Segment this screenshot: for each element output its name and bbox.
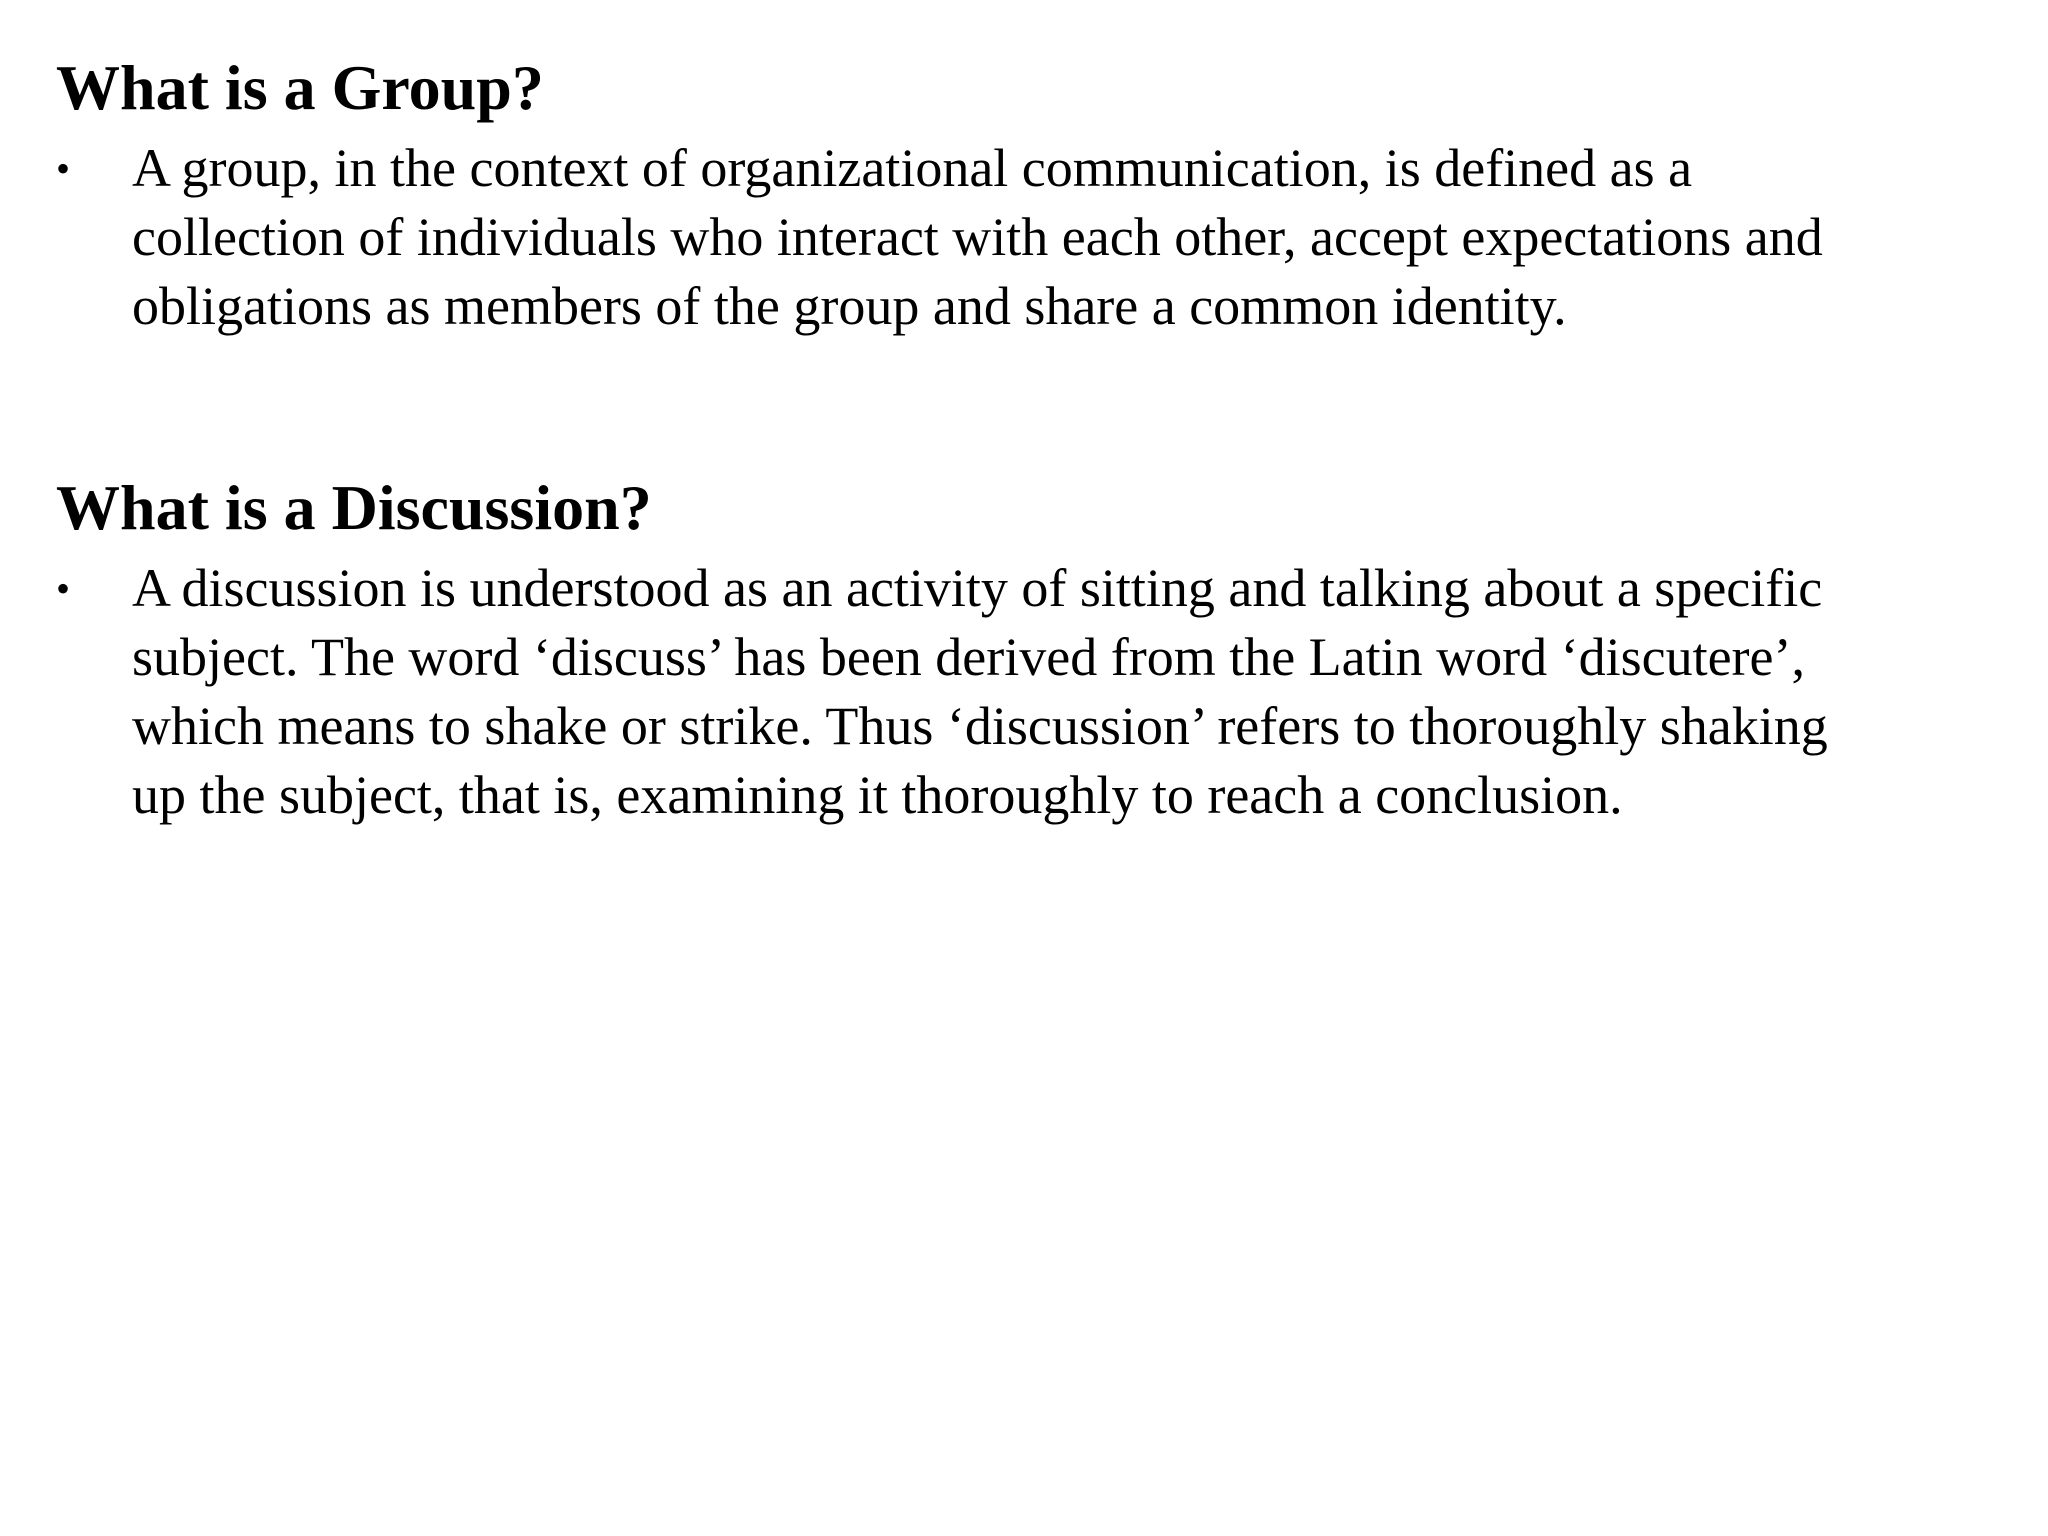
section-discussion	[56, 468, 1996, 830]
bullet-item	[56, 134, 1936, 341]
bullet-list	[56, 134, 1996, 341]
bullet-text-line: obligations as members of the group and share a common identity.	[132, 276, 1567, 336]
heading-what-is-a-discussion: What is a Discussion?	[56, 472, 652, 543]
bullet-text-line: A group, in the context of organizational communication, is defined as a	[132, 138, 1693, 198]
heading-what-is-a-group: What is a Group?	[56, 52, 544, 123]
bullet-text-line: up the subject, that is, examining it thoroughly to reach a conclusion.	[132, 765, 1623, 825]
bullet-text-line: subject. The word ‘discuss’ has been derived from the Latin word ‘discutere’,	[132, 627, 1805, 687]
bullet-icon: •	[56, 566, 71, 611]
bullet-text-line: which means to shake or strike. Thus ‘discussion’ refers to thoroughly shaking	[132, 696, 1828, 756]
bullet-icon: •	[56, 146, 71, 191]
bullet-text-line: A discussion is understood as an activity of sitting and talking about a specific	[132, 558, 1823, 618]
bullet-text-line: collection of individuals who interact with each other, accept expectations and	[132, 207, 1823, 267]
bullet-item	[56, 554, 1936, 830]
bullet-list	[56, 554, 1996, 830]
section-group	[56, 48, 1996, 341]
